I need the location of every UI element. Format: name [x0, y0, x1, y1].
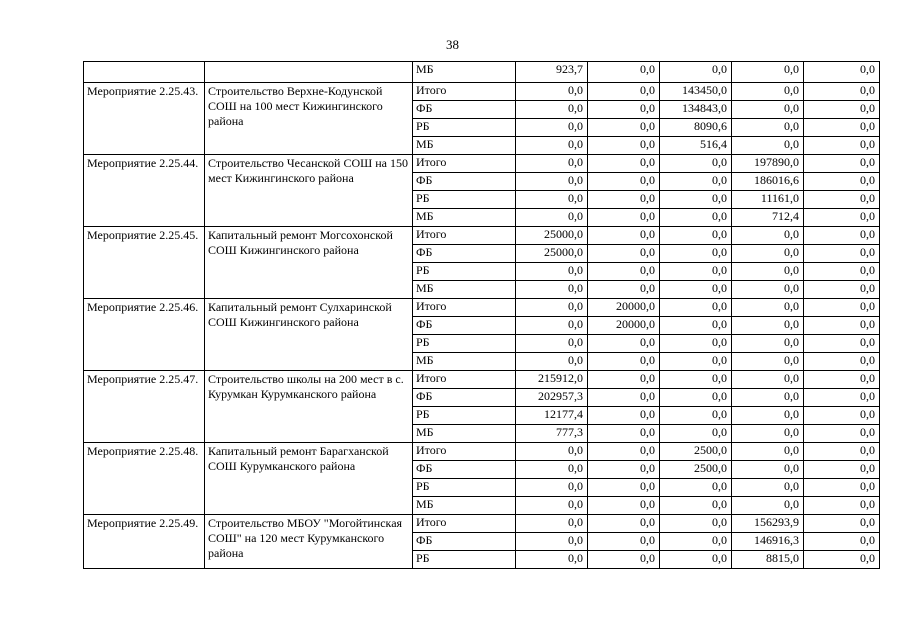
value-cell: 0,0 — [588, 335, 660, 353]
value-cell: 0,0 — [588, 497, 660, 515]
funding-source: ФБ — [413, 173, 516, 191]
funding-source: ФБ — [413, 317, 516, 335]
value-cell: 0,0 — [588, 461, 660, 479]
funding-source: РБ — [413, 551, 516, 569]
value-cell: 0,0 — [732, 281, 804, 299]
funding-source: ФБ — [413, 389, 516, 407]
budget-table — [83, 61, 880, 569]
value-cell: 0,0 — [588, 83, 660, 101]
value-cell: 0,0 — [516, 533, 588, 551]
value-cell: 0,0 — [732, 479, 804, 497]
event-description: Капитальный ремонт Барагханской СОШ Курумканского района — [205, 443, 413, 515]
funding-source: Итого — [413, 299, 516, 317]
value-cell: 186016,6 — [732, 173, 804, 191]
value-cell: 0,0 — [516, 353, 588, 371]
value-cell: 0,0 — [660, 191, 732, 209]
value-cell: 0,0 — [660, 227, 732, 245]
description-cell — [205, 62, 413, 83]
table-row — [84, 83, 880, 101]
value-cell: 0,0 — [732, 443, 804, 461]
value-cell: 0,0 — [588, 155, 660, 173]
funding-source: Итого — [413, 515, 516, 533]
value-cell: 0,0 — [516, 515, 588, 533]
value-cell: 0,0 — [516, 101, 588, 119]
value-cell: 0,0 — [660, 62, 732, 83]
value-cell: 0,0 — [732, 137, 804, 155]
value-cell: 0,0 — [516, 173, 588, 191]
value-cell: 0,0 — [732, 371, 804, 389]
event-description: Строительство Чесанской СОШ на 150 мест Кижингинского района — [205, 155, 413, 227]
value-cell: 0,0 — [588, 227, 660, 245]
value-cell: 0,0 — [516, 209, 588, 227]
value-cell: 0,0 — [804, 281, 880, 299]
table-row — [84, 299, 880, 317]
value-cell: 0,0 — [732, 461, 804, 479]
table-row — [84, 515, 880, 533]
value-cell: 0,0 — [588, 119, 660, 137]
value-cell: 777,3 — [516, 425, 588, 443]
value-cell: 0,0 — [732, 227, 804, 245]
event-label: Мероприятие 2.25.49. — [84, 515, 205, 569]
value-cell: 0,0 — [732, 317, 804, 335]
value-cell: 0,0 — [732, 389, 804, 407]
value-cell: 0,0 — [516, 137, 588, 155]
value-cell: 0,0 — [516, 299, 588, 317]
value-cell: 0,0 — [588, 389, 660, 407]
event-label: Мероприятие 2.25.47. — [84, 371, 205, 443]
value-cell: 20000,0 — [588, 299, 660, 317]
funding-source: РБ — [413, 263, 516, 281]
value-cell: 0,0 — [516, 263, 588, 281]
value-cell: 0,0 — [804, 371, 880, 389]
value-cell: 0,0 — [588, 371, 660, 389]
value-cell: 0,0 — [804, 101, 880, 119]
value-cell: 134843,0 — [660, 101, 732, 119]
value-cell: 0,0 — [804, 515, 880, 533]
value-cell: 0,0 — [516, 461, 588, 479]
event-description: Строительство Верхне-Кодунской СОШ на 100 мест Кижингинского района — [205, 83, 413, 155]
value-cell: 12177,4 — [516, 407, 588, 425]
value-cell: 0,0 — [588, 533, 660, 551]
value-cell: 0,0 — [660, 245, 732, 263]
value-cell: 0,0 — [588, 191, 660, 209]
value-cell: 0,0 — [516, 317, 588, 335]
table-row — [84, 62, 880, 83]
value-cell: 0,0 — [732, 263, 804, 281]
value-cell: 0,0 — [660, 209, 732, 227]
value-cell: 0,0 — [588, 281, 660, 299]
value-cell: 0,0 — [804, 191, 880, 209]
table-row — [84, 371, 880, 389]
value-cell: 0,0 — [732, 335, 804, 353]
table-row — [84, 227, 880, 245]
value-cell: 0,0 — [588, 479, 660, 497]
value-cell: 0,0 — [804, 155, 880, 173]
event-description: Строительство школы на 200 мест в с. Курумкан Курумканского района — [205, 371, 413, 443]
value-cell: 0,0 — [660, 371, 732, 389]
funding-source: МБ — [413, 209, 516, 227]
value-cell: 0,0 — [732, 407, 804, 425]
value-cell: 8815,0 — [732, 551, 804, 569]
value-cell: 0,0 — [588, 173, 660, 191]
funding-source: РБ — [413, 191, 516, 209]
value-cell: 0,0 — [516, 335, 588, 353]
value-cell: 923,7 — [516, 62, 588, 83]
value-cell: 712,4 — [732, 209, 804, 227]
value-cell: 0,0 — [804, 83, 880, 101]
value-cell: 0,0 — [516, 83, 588, 101]
event-description: Капитальный ремонт Сулхаринской СОШ Кижингинского района — [205, 299, 413, 371]
event-description: Строительство МБОУ "Могойтинская СОШ" на 120 мест Курумканского района — [205, 515, 413, 569]
value-cell: 0,0 — [588, 245, 660, 263]
value-cell: 0,0 — [804, 461, 880, 479]
value-cell: 0,0 — [660, 281, 732, 299]
funding-source: МБ — [413, 497, 516, 515]
table-row — [84, 155, 880, 173]
funding-source: МБ — [413, 425, 516, 443]
value-cell: 0,0 — [804, 443, 880, 461]
value-cell: 0,0 — [804, 551, 880, 569]
funding-source: ФБ — [413, 101, 516, 119]
value-cell: 20000,0 — [588, 317, 660, 335]
value-cell: 0,0 — [660, 299, 732, 317]
funding-source: ФБ — [413, 245, 516, 263]
value-cell: 0,0 — [732, 119, 804, 137]
value-cell: 0,0 — [732, 497, 804, 515]
value-cell: 0,0 — [660, 425, 732, 443]
value-cell: 0,0 — [516, 443, 588, 461]
table-row — [84, 443, 880, 461]
funding-source: МБ — [413, 353, 516, 371]
value-cell: 0,0 — [804, 245, 880, 263]
value-cell: 0,0 — [588, 515, 660, 533]
value-cell: 0,0 — [660, 335, 732, 353]
value-cell: 0,0 — [804, 353, 880, 371]
value-cell: 0,0 — [588, 263, 660, 281]
value-cell: 0,0 — [660, 515, 732, 533]
value-cell: 0,0 — [588, 137, 660, 155]
value-cell: 0,0 — [732, 101, 804, 119]
value-cell: 0,0 — [804, 335, 880, 353]
event-label: Мероприятие 2.25.45. — [84, 227, 205, 299]
value-cell: 0,0 — [588, 209, 660, 227]
value-cell: 0,0 — [804, 209, 880, 227]
value-cell: 143450,0 — [660, 83, 732, 101]
event-label: Мероприятие 2.25.46. — [84, 299, 205, 371]
value-cell: 0,0 — [804, 425, 880, 443]
value-cell: 0,0 — [588, 353, 660, 371]
value-cell: 0,0 — [516, 551, 588, 569]
value-cell: 0,0 — [804, 389, 880, 407]
funding-source: Итого — [413, 443, 516, 461]
event-label: Мероприятие 2.25.43. — [84, 83, 205, 155]
value-cell: 0,0 — [660, 155, 732, 173]
value-cell: 0,0 — [804, 407, 880, 425]
value-cell: 516,4 — [660, 137, 732, 155]
value-cell: 0,0 — [588, 443, 660, 461]
value-cell: 0,0 — [516, 479, 588, 497]
funding-source: РБ — [413, 479, 516, 497]
value-cell: 0,0 — [732, 245, 804, 263]
value-cell: 0,0 — [804, 533, 880, 551]
value-cell: 0,0 — [732, 425, 804, 443]
value-cell: 0,0 — [804, 137, 880, 155]
funding-source: ФБ — [413, 533, 516, 551]
funding-source: Итого — [413, 227, 516, 245]
value-cell: 0,0 — [732, 62, 804, 83]
value-cell: 0,0 — [516, 191, 588, 209]
value-cell: 0,0 — [804, 299, 880, 317]
funding-source: МБ — [413, 137, 516, 155]
value-cell: 0,0 — [588, 62, 660, 83]
value-cell: 0,0 — [804, 119, 880, 137]
label-cell — [84, 62, 205, 83]
value-cell: 25000,0 — [516, 227, 588, 245]
value-cell: 0,0 — [732, 299, 804, 317]
funding-source: Итого — [413, 371, 516, 389]
value-cell: 197890,0 — [732, 155, 804, 173]
value-cell: 0,0 — [732, 353, 804, 371]
value-cell: 0,0 — [804, 173, 880, 191]
value-cell: 2500,0 — [660, 443, 732, 461]
value-cell: 0,0 — [588, 551, 660, 569]
value-cell: 0,0 — [660, 407, 732, 425]
value-cell: 0,0 — [660, 533, 732, 551]
event-label: Мероприятие 2.25.44. — [84, 155, 205, 227]
value-cell: 156293,9 — [732, 515, 804, 533]
value-cell: 0,0 — [660, 389, 732, 407]
value-cell: 0,0 — [804, 263, 880, 281]
value-cell: 0,0 — [588, 407, 660, 425]
value-cell: 0,0 — [804, 62, 880, 83]
funding-source: РБ — [413, 335, 516, 353]
value-cell: 0,0 — [588, 425, 660, 443]
page-number: 38 — [446, 37, 459, 52]
value-cell: 0,0 — [804, 497, 880, 515]
funding-source: РБ — [413, 407, 516, 425]
value-cell: 0,0 — [660, 479, 732, 497]
funding-source: Итого — [413, 155, 516, 173]
value-cell: 202957,3 — [516, 389, 588, 407]
value-cell: 0,0 — [516, 281, 588, 299]
funding-source: Итого — [413, 83, 516, 101]
value-cell: 146916,3 — [732, 533, 804, 551]
value-cell: 2500,0 — [660, 461, 732, 479]
funding-source: МБ — [413, 281, 516, 299]
value-cell: 0,0 — [804, 479, 880, 497]
event-description: Капитальный ремонт Могсохонской СОШ Кижингинского района — [205, 227, 413, 299]
value-cell: 0,0 — [660, 173, 732, 191]
value-cell: 0,0 — [516, 155, 588, 173]
value-cell: 0,0 — [804, 317, 880, 335]
value-cell: 25000,0 — [516, 245, 588, 263]
value-cell: 0,0 — [660, 263, 732, 281]
value-cell: 0,0 — [660, 551, 732, 569]
value-cell: 0,0 — [516, 497, 588, 515]
value-cell: 0,0 — [732, 83, 804, 101]
value-cell: 0,0 — [516, 119, 588, 137]
source-cell: МБ — [413, 62, 516, 83]
funding-source: ФБ — [413, 461, 516, 479]
funding-source: РБ — [413, 119, 516, 137]
value-cell: 11161,0 — [732, 191, 804, 209]
event-label: Мероприятие 2.25.48. — [84, 443, 205, 515]
value-cell: 0,0 — [660, 317, 732, 335]
value-cell: 0,0 — [660, 497, 732, 515]
value-cell: 0,0 — [588, 101, 660, 119]
value-cell: 0,0 — [804, 227, 880, 245]
value-cell: 0,0 — [660, 353, 732, 371]
budget-table-body — [84, 62, 880, 569]
value-cell: 8090,6 — [660, 119, 732, 137]
value-cell: 215912,0 — [516, 371, 588, 389]
